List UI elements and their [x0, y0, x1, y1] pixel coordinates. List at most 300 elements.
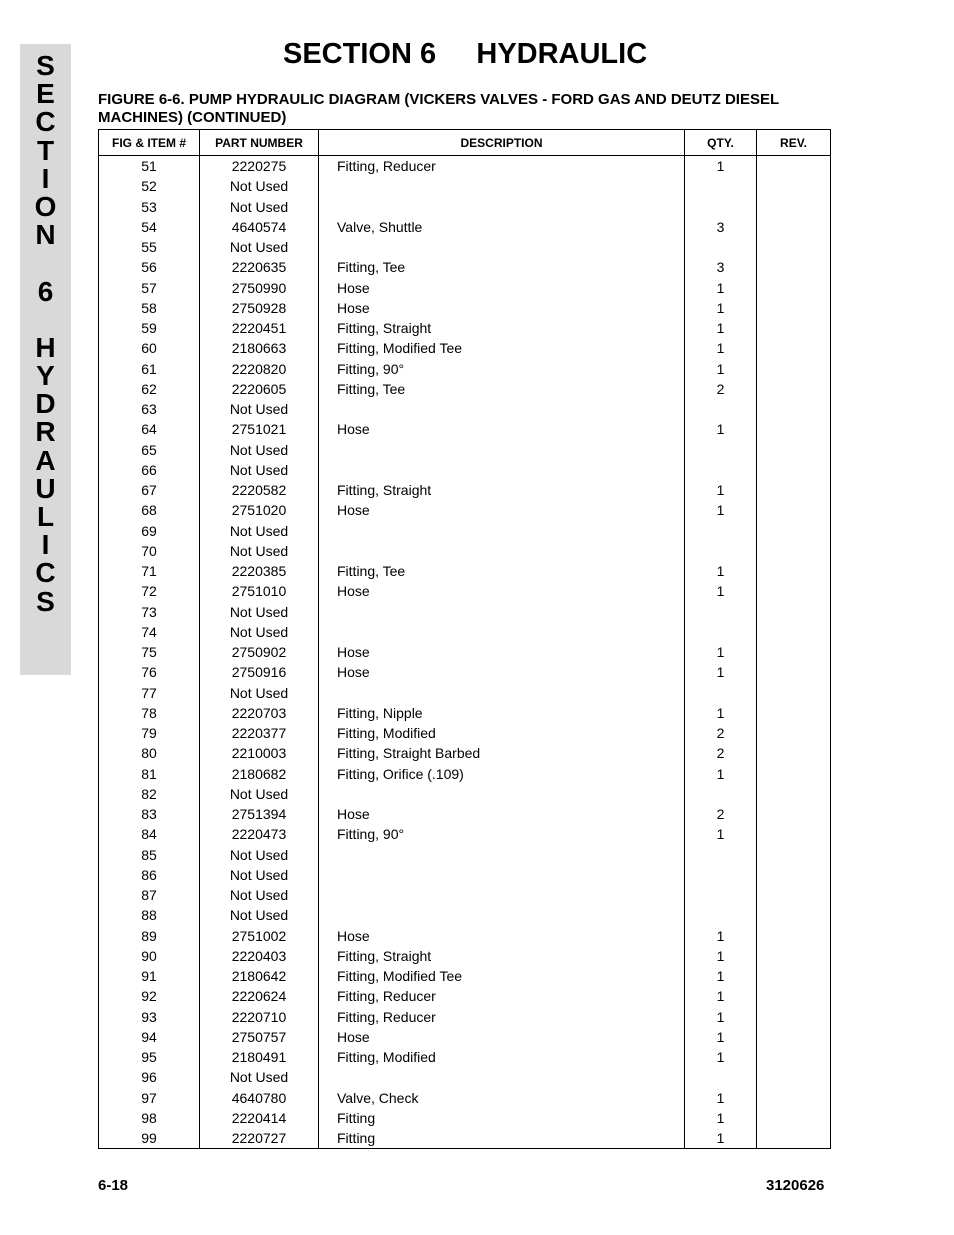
- table-row: [99, 318, 831, 338]
- side-tab-letter: 6: [37, 275, 54, 307]
- cell-qty: 1: [685, 946, 757, 966]
- cell-part-number: Not Used: [200, 197, 319, 217]
- cell-part-number: Not Used: [200, 460, 319, 480]
- side-tab-letter: S: [36, 50, 55, 81]
- cell-rev: [757, 176, 831, 196]
- cell-item: 76: [99, 662, 200, 682]
- cell-rev: [757, 399, 831, 419]
- cell-part-number: Not Used: [200, 784, 319, 804]
- cell-rev: [757, 683, 831, 703]
- cell-item: 66: [99, 460, 200, 480]
- cell-item: 82: [99, 784, 200, 804]
- cell-rev: [757, 581, 831, 601]
- cell-qty: 3: [685, 257, 757, 277]
- cell-description: Hose: [319, 581, 685, 601]
- cell-description: Valve, Shuttle: [319, 217, 685, 237]
- cell-description: [319, 197, 685, 217]
- cell-rev: [757, 764, 831, 784]
- cell-item: 78: [99, 703, 200, 723]
- cell-qty: 1: [685, 1088, 757, 1108]
- cell-part-number: Not Used: [200, 521, 319, 541]
- cell-part-number: 2180642: [200, 966, 319, 986]
- cell-description: Hose: [319, 278, 685, 298]
- cell-rev: [757, 257, 831, 277]
- table-row: [99, 784, 831, 804]
- side-tab-letter: R: [35, 416, 56, 448]
- cell-item: 80: [99, 743, 200, 763]
- table-row: [99, 197, 831, 217]
- cell-rev: [757, 804, 831, 824]
- side-tab-letter: T: [36, 134, 55, 166]
- table-row: [99, 359, 831, 379]
- cell-description: Valve, Check: [319, 1088, 685, 1108]
- cell-part-number: 2180491: [200, 1047, 319, 1067]
- cell-rev: [757, 602, 831, 622]
- cell-qty: 2: [685, 804, 757, 824]
- cell-item: 60: [99, 338, 200, 358]
- cell-description: Fitting, Reducer: [319, 1007, 685, 1027]
- cell-qty: 1: [685, 824, 757, 844]
- cell-description: Fitting, Modified Tee: [319, 338, 685, 358]
- cell-description: [319, 176, 685, 196]
- cell-part-number: Not Used: [200, 541, 319, 561]
- cell-part-number: 2750757: [200, 1027, 319, 1047]
- cell-qty: 1: [685, 1027, 757, 1047]
- cell-qty: [685, 237, 757, 257]
- table-row: [99, 440, 831, 460]
- cell-part-number: 2220727: [200, 1128, 319, 1149]
- cell-rev: [757, 622, 831, 642]
- cell-qty: [685, 845, 757, 865]
- cell-qty: 1: [685, 1007, 757, 1027]
- cell-item: 58: [99, 298, 200, 318]
- cell-description: Fitting, Tee: [319, 379, 685, 399]
- cell-item: 75: [99, 642, 200, 662]
- cell-qty: [685, 399, 757, 419]
- cell-qty: 1: [685, 500, 757, 520]
- header-part-number: PART NUMBER: [200, 130, 319, 156]
- cell-part-number: 2220710: [200, 1007, 319, 1027]
- table-row: [99, 217, 831, 237]
- cell-part-number: Not Used: [200, 865, 319, 885]
- cell-rev: [757, 1128, 831, 1149]
- cell-description: [319, 622, 685, 642]
- table-row: [99, 419, 831, 439]
- cell-qty: 3: [685, 217, 757, 237]
- side-tab-letter: L: [36, 501, 55, 532]
- cell-rev: [757, 743, 831, 763]
- cell-item: 52: [99, 176, 200, 196]
- cell-rev: [757, 561, 831, 581]
- cell-item: 86: [99, 865, 200, 885]
- side-tab-letter: E: [36, 78, 55, 110]
- cell-qty: 1: [685, 966, 757, 986]
- table-row: [99, 541, 831, 561]
- cell-rev: [757, 703, 831, 723]
- cell-item: 59: [99, 318, 200, 338]
- cell-item: 69: [99, 521, 200, 541]
- cell-qty: [685, 440, 757, 460]
- cell-rev: [757, 419, 831, 439]
- cell-item: 81: [99, 764, 200, 784]
- cell-description: [319, 399, 685, 419]
- table-row: [99, 1108, 831, 1128]
- cell-description: Hose: [319, 298, 685, 318]
- cell-description: [319, 865, 685, 885]
- cell-item: 95: [99, 1047, 200, 1067]
- table-row: [99, 500, 831, 520]
- cell-item: 97: [99, 1088, 200, 1108]
- cell-item: 54: [99, 217, 200, 237]
- cell-qty: 1: [685, 338, 757, 358]
- table-row: [99, 865, 831, 885]
- table-row: [99, 824, 831, 844]
- cell-part-number: 2180682: [200, 764, 319, 784]
- table-row: [99, 1067, 831, 1087]
- table-row: [99, 1047, 831, 1067]
- cell-rev: [757, 480, 831, 500]
- cell-part-number: 2180663: [200, 338, 319, 358]
- cell-qty: 1: [685, 1047, 757, 1067]
- cell-item: 89: [99, 926, 200, 946]
- cell-description: Hose: [319, 1027, 685, 1047]
- cell-qty: 1: [685, 156, 757, 177]
- table-row: [99, 683, 831, 703]
- cell-item: 93: [99, 1007, 200, 1027]
- cell-item: 99: [99, 1128, 200, 1149]
- cell-description: Fitting, Straight: [319, 318, 685, 338]
- cell-item: 67: [99, 480, 200, 500]
- cell-qty: [685, 460, 757, 480]
- cell-qty: 1: [685, 581, 757, 601]
- cell-description: [319, 784, 685, 804]
- cell-item: 73: [99, 602, 200, 622]
- table-row: [99, 926, 831, 946]
- cell-part-number: 2751021: [200, 419, 319, 439]
- cell-rev: [757, 237, 831, 257]
- cell-qty: [685, 541, 757, 561]
- cell-qty: 1: [685, 419, 757, 439]
- side-tab-letters: [20, 52, 71, 616]
- figure-title: FIGURE 6-6. PUMP HYDRAULIC DIAGRAM (VICKERS VALVES - FORD GAS AND DEUTZ DIESEL MACHINES) (CONTINUED): [98, 91, 779, 126]
- cell-rev: [757, 966, 831, 986]
- cell-rev: [757, 986, 831, 1006]
- side-tab-letter: N: [35, 219, 56, 251]
- cell-part-number: Not Used: [200, 176, 319, 196]
- page-number: 6-18: [98, 1177, 129, 1194]
- cell-qty: [685, 602, 757, 622]
- cell-item: 77: [99, 683, 200, 703]
- cell-rev: [757, 460, 831, 480]
- cell-rev: [757, 359, 831, 379]
- cell-item: 53: [99, 197, 200, 217]
- table-row: [99, 642, 831, 662]
- cell-item: 55: [99, 237, 200, 257]
- cell-qty: 1: [685, 703, 757, 723]
- cell-rev: [757, 845, 831, 865]
- cell-item: 96: [99, 1067, 200, 1087]
- table-row: [99, 723, 831, 743]
- cell-item: 90: [99, 946, 200, 966]
- side-tab-letter: C: [35, 106, 56, 138]
- cell-description: Fitting, Tee: [319, 561, 685, 581]
- table-row: [99, 804, 831, 824]
- cell-description: Hose: [319, 926, 685, 946]
- side-tab-letter: U: [35, 472, 56, 504]
- cell-item: 51: [99, 156, 200, 177]
- cell-item: 56: [99, 257, 200, 277]
- table-row: [99, 298, 831, 318]
- cell-description: [319, 237, 685, 257]
- cell-item: 87: [99, 885, 200, 905]
- cell-part-number: 2210003: [200, 743, 319, 763]
- cell-qty: 1: [685, 480, 757, 500]
- cell-part-number: 2220624: [200, 986, 319, 1006]
- cell-item: 79: [99, 723, 200, 743]
- cell-rev: [757, 824, 831, 844]
- cell-part-number: 4640780: [200, 1088, 319, 1108]
- table-row: [99, 764, 831, 784]
- side-tab-letter: I: [41, 162, 50, 194]
- cell-description: Hose: [319, 804, 685, 824]
- cell-description: Fitting, Tee: [319, 257, 685, 277]
- cell-item: 71: [99, 561, 200, 581]
- side-tab-letter: C: [35, 557, 56, 589]
- cell-part-number: Not Used: [200, 399, 319, 419]
- cell-description: Fitting, Nipple: [319, 703, 685, 723]
- cell-rev: [757, 926, 831, 946]
- side-tab-letter: O: [34, 190, 57, 222]
- cell-qty: [685, 885, 757, 905]
- cell-item: 70: [99, 541, 200, 561]
- cell-qty: [685, 865, 757, 885]
- cell-part-number: 2750990: [200, 278, 319, 298]
- cell-qty: 1: [685, 926, 757, 946]
- table-row: [99, 622, 831, 642]
- cell-item: 98: [99, 1108, 200, 1128]
- cell-part-number: Not Used: [200, 885, 319, 905]
- side-tab-letter: S: [36, 585, 55, 617]
- cell-part-number: Not Used: [200, 622, 319, 642]
- cell-rev: [757, 1047, 831, 1067]
- cell-item: 68: [99, 500, 200, 520]
- page-title: SECTION 6 HYDRAULIC: [283, 38, 648, 70]
- cell-rev: [757, 197, 831, 217]
- table-row: [99, 581, 831, 601]
- cell-qty: [685, 521, 757, 541]
- cell-description: Fitting, Straight Barbed: [319, 743, 685, 763]
- table-row: [99, 703, 831, 723]
- cell-item: 94: [99, 1027, 200, 1047]
- cell-description: [319, 845, 685, 865]
- table-row: [99, 602, 831, 622]
- cell-description: Fitting, Reducer: [319, 156, 685, 177]
- cell-description: [319, 541, 685, 561]
- table-row: [99, 986, 831, 1006]
- cell-qty: 2: [685, 379, 757, 399]
- cell-part-number: Not Used: [200, 602, 319, 622]
- side-tab-letter: A: [35, 444, 56, 476]
- cell-item: 62: [99, 379, 200, 399]
- table-row: [99, 561, 831, 581]
- cell-qty: [685, 176, 757, 196]
- cell-part-number: 2220582: [200, 480, 319, 500]
- cell-item: 63: [99, 399, 200, 419]
- cell-rev: [757, 278, 831, 298]
- cell-description: Fitting: [319, 1128, 685, 1149]
- cell-rev: [757, 1067, 831, 1087]
- cell-part-number: 2751010: [200, 581, 319, 601]
- cell-part-number: Not Used: [200, 237, 319, 257]
- header-item: FIG & ITEM #: [99, 130, 200, 156]
- table-row: [99, 946, 831, 966]
- table-row: [99, 662, 831, 682]
- cell-qty: 1: [685, 298, 757, 318]
- cell-rev: [757, 1108, 831, 1128]
- cell-rev: [757, 865, 831, 885]
- cell-qty: 2: [685, 723, 757, 743]
- parts-table-body: [99, 156, 831, 1149]
- table-row: [99, 743, 831, 763]
- cell-part-number: Not Used: [200, 440, 319, 460]
- cell-item: 92: [99, 986, 200, 1006]
- cell-rev: [757, 217, 831, 237]
- header-qty: QTY.: [685, 130, 757, 156]
- cell-description: [319, 521, 685, 541]
- cell-description: Fitting, Modified: [319, 723, 685, 743]
- cell-qty: [685, 197, 757, 217]
- header-rev: REV.: [757, 130, 831, 156]
- cell-description: [319, 683, 685, 703]
- cell-qty: 1: [685, 1128, 757, 1149]
- cell-qty: [685, 905, 757, 925]
- cell-item: 91: [99, 966, 200, 986]
- cell-rev: [757, 946, 831, 966]
- cell-description: Fitting, Straight: [319, 946, 685, 966]
- cell-rev: [757, 521, 831, 541]
- cell-rev: [757, 723, 831, 743]
- cell-part-number: 2220473: [200, 824, 319, 844]
- cell-description: Hose: [319, 419, 685, 439]
- cell-rev: [757, 885, 831, 905]
- cell-description: Fitting, Modified Tee: [319, 966, 685, 986]
- side-tab-letter: Y: [36, 360, 55, 392]
- cell-description: [319, 440, 685, 460]
- cell-description: Fitting, Modified: [319, 1047, 685, 1067]
- cell-rev: [757, 338, 831, 358]
- cell-qty: [685, 784, 757, 804]
- document-number: 3120626: [766, 1177, 825, 1194]
- side-tab-letter: D: [35, 388, 56, 420]
- cell-item: 65: [99, 440, 200, 460]
- cell-part-number: Not Used: [200, 905, 319, 925]
- side-tab-letter: I: [41, 529, 50, 561]
- cell-description: Fitting, Reducer: [319, 986, 685, 1006]
- cell-rev: [757, 379, 831, 399]
- cell-part-number: 2220451: [200, 318, 319, 338]
- cell-item: 74: [99, 622, 200, 642]
- cell-qty: 1: [685, 764, 757, 784]
- cell-description: [319, 1067, 685, 1087]
- cell-qty: 1: [685, 359, 757, 379]
- cell-rev: [757, 642, 831, 662]
- cell-part-number: Not Used: [200, 845, 319, 865]
- cell-description: [319, 885, 685, 905]
- cell-part-number: 2220377: [200, 723, 319, 743]
- cell-part-number: 2220605: [200, 379, 319, 399]
- parts-table: [98, 129, 831, 1149]
- cell-part-number: 2751394: [200, 804, 319, 824]
- table-row: [99, 1128, 831, 1149]
- table-row: [99, 521, 831, 541]
- cell-description: [319, 602, 685, 622]
- section-side-tab: [20, 44, 71, 675]
- table-row: [99, 1007, 831, 1027]
- cell-qty: 1: [685, 1108, 757, 1128]
- cell-description: Hose: [319, 642, 685, 662]
- cell-item: 83: [99, 804, 200, 824]
- cell-description: Fitting: [319, 1108, 685, 1128]
- table-row: [99, 885, 831, 905]
- cell-rev: [757, 1007, 831, 1027]
- cell-description: Hose: [319, 500, 685, 520]
- cell-qty: 1: [685, 278, 757, 298]
- table-row: [99, 278, 831, 298]
- table-row: [99, 237, 831, 257]
- cell-rev: [757, 440, 831, 460]
- cell-rev: [757, 1088, 831, 1108]
- cell-rev: [757, 156, 831, 177]
- cell-part-number: 2751020: [200, 500, 319, 520]
- cell-rev: [757, 541, 831, 561]
- table-row: [99, 1027, 831, 1047]
- cell-item: 57: [99, 278, 200, 298]
- table-row: [99, 176, 831, 196]
- cell-part-number: 2750928: [200, 298, 319, 318]
- cell-qty: 1: [685, 662, 757, 682]
- table-row: [99, 480, 831, 500]
- cell-qty: 1: [685, 642, 757, 662]
- cell-qty: [685, 1067, 757, 1087]
- table-row: [99, 905, 831, 925]
- table-row: [99, 156, 831, 177]
- cell-qty: 1: [685, 561, 757, 581]
- cell-part-number: 2220403: [200, 946, 319, 966]
- cell-rev: [757, 905, 831, 925]
- table-row: [99, 966, 831, 986]
- cell-description: Hose: [319, 662, 685, 682]
- cell-part-number: 2220820: [200, 359, 319, 379]
- cell-description: Fitting, Straight: [319, 480, 685, 500]
- cell-qty: 1: [685, 318, 757, 338]
- cell-rev: [757, 318, 831, 338]
- cell-part-number: 4640574: [200, 217, 319, 237]
- table-row: [99, 257, 831, 277]
- cell-rev: [757, 500, 831, 520]
- cell-part-number: 2750902: [200, 642, 319, 662]
- cell-qty: [685, 683, 757, 703]
- table-row: [99, 338, 831, 358]
- cell-description: Fitting, Orifice (.109): [319, 764, 685, 784]
- cell-item: 84: [99, 824, 200, 844]
- cell-rev: [757, 298, 831, 318]
- table-row: [99, 379, 831, 399]
- cell-rev: [757, 662, 831, 682]
- cell-part-number: 2220414: [200, 1108, 319, 1128]
- cell-item: 72: [99, 581, 200, 601]
- cell-qty: 1: [685, 986, 757, 1006]
- cell-part-number: 2220703: [200, 703, 319, 723]
